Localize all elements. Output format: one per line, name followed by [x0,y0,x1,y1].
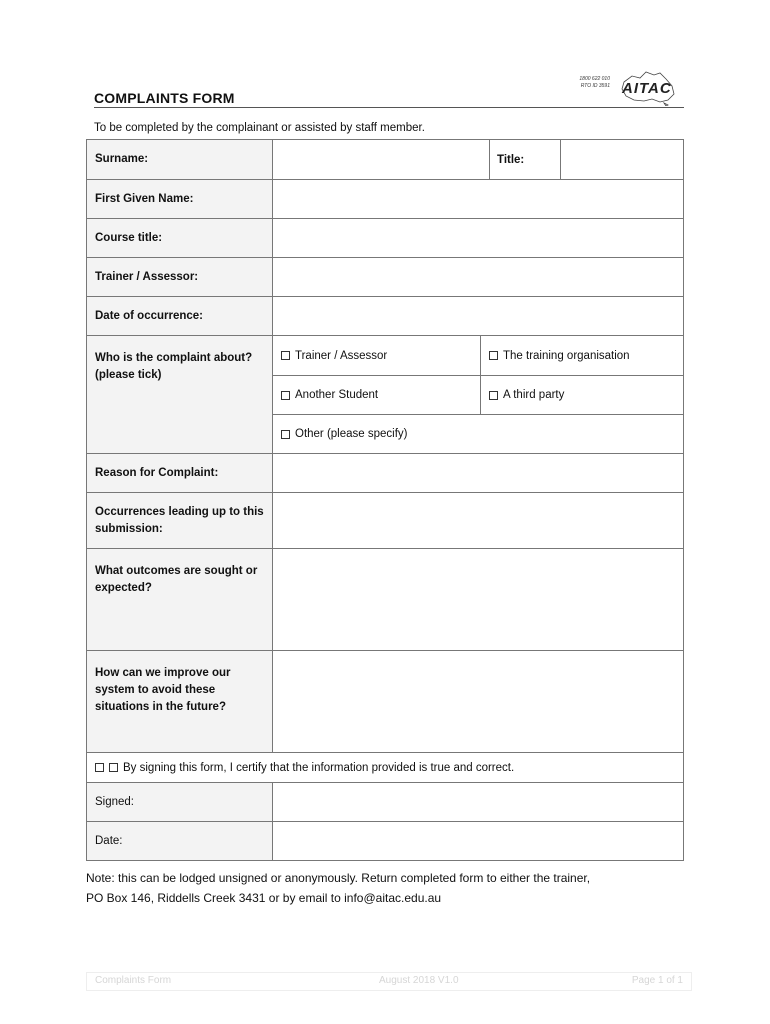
reason-label: Reason for Complaint: [87,454,273,492]
checkbox-icon[interactable] [95,763,104,772]
date-occurrence-label: Date of occurrence: [87,297,273,335]
complaint-about-label: Who is the complaint about? (please tick) [87,336,273,453]
certify-text: By signing this form, I certify that the information provided is true and correct. [123,761,515,774]
footer-page-number: Page 1 of 1 [631,975,683,986]
first-name-row [87,179,683,218]
note-line-2: PO Box 146, Riddells Creek 3431 or by email to info@aitac.edu.au [86,891,442,905]
outcomes-row [87,548,683,650]
title-field[interactable] [561,140,683,179]
checkbox-icon[interactable] [281,351,290,360]
reason-field[interactable] [273,454,683,492]
certify-row [87,752,683,782]
page-footer [86,972,692,991]
checkbox-icon[interactable] [489,391,498,400]
date-occurrence-row [87,296,683,335]
complaint-about-row [87,335,683,453]
occurrences-label: Occurrences leading up to this submission: [87,493,273,548]
checkbox-icon[interactable] [489,351,498,360]
option-trainer-label: Trainer / Assessor [295,349,388,362]
page-title: COMPLAINTS FORM [94,90,235,106]
date-field[interactable] [273,822,683,860]
outcomes-field[interactable] [273,549,683,650]
improve-row [87,650,683,752]
submission-note [86,868,590,908]
option-other-label: Other (please specify) [295,428,408,440]
option-organisation[interactable] [480,336,683,375]
logo-contact-info [574,76,610,90]
signed-row [87,782,683,821]
surname-row [87,140,683,179]
course-title-field[interactable] [273,219,683,257]
improve-field[interactable] [273,651,683,752]
occurrences-row [87,492,683,548]
first-name-field[interactable] [273,180,683,218]
first-name-label: First Given Name: [87,180,273,218]
course-title-label: Course title: [87,219,273,257]
checkbox-icon[interactable] [281,430,290,439]
surname-field[interactable] [273,140,489,179]
option-student[interactable] [273,376,480,414]
logo-phone: 1800 622 010 [579,76,610,82]
option-row [273,336,683,375]
checkbox-icon[interactable] [281,391,290,400]
title-label: Title: [489,140,561,179]
complaint-about-options [273,336,683,453]
surname-label: Surname: [87,140,273,179]
option-row [273,375,683,414]
note-line-1: Note: this can be lodged unsigned or anonymously. Return completed form to either the trainer, [86,871,591,885]
footer-version: August 2018 V1.0 [379,975,459,986]
page-header [86,68,684,110]
option-student-label: Another Student [295,389,379,401]
outcomes-label: What outcomes are sought or expected? [87,549,273,650]
signed-label: Signed: [87,783,273,821]
signature-field[interactable] [273,783,683,821]
reason-row [87,453,683,492]
option-third-party[interactable] [480,376,683,414]
complaints-form-table [86,139,684,861]
option-trainer[interactable] [273,336,480,375]
date-occurrence-field[interactable] [273,297,683,335]
footer-form-name: Complaints Form [95,975,172,986]
logo-mark [616,70,680,106]
trainer-field[interactable] [273,258,683,296]
intro-text: To be completed by the complainant or assisted by staff member. [94,122,425,134]
trainer-label: Trainer / Assessor: [87,258,273,296]
logo-rto: RTO ID 3591 [580,83,610,89]
option-third-party-label: A third party [503,389,565,401]
date-label: Date: [87,822,273,860]
trainer-row [87,257,683,296]
aitac-logo [574,68,684,108]
date-row [87,821,683,860]
option-organisation-label: The training organisation [503,349,630,362]
occurrences-field[interactable] [273,493,683,548]
option-other[interactable] [273,415,683,453]
improve-label: How can we improve our system to avoid these situations in the future? [87,651,273,752]
checkbox-icon[interactable] [109,763,118,772]
course-row [87,218,683,257]
logo-wordmark: AITAC [622,80,672,97]
option-row [273,414,683,453]
